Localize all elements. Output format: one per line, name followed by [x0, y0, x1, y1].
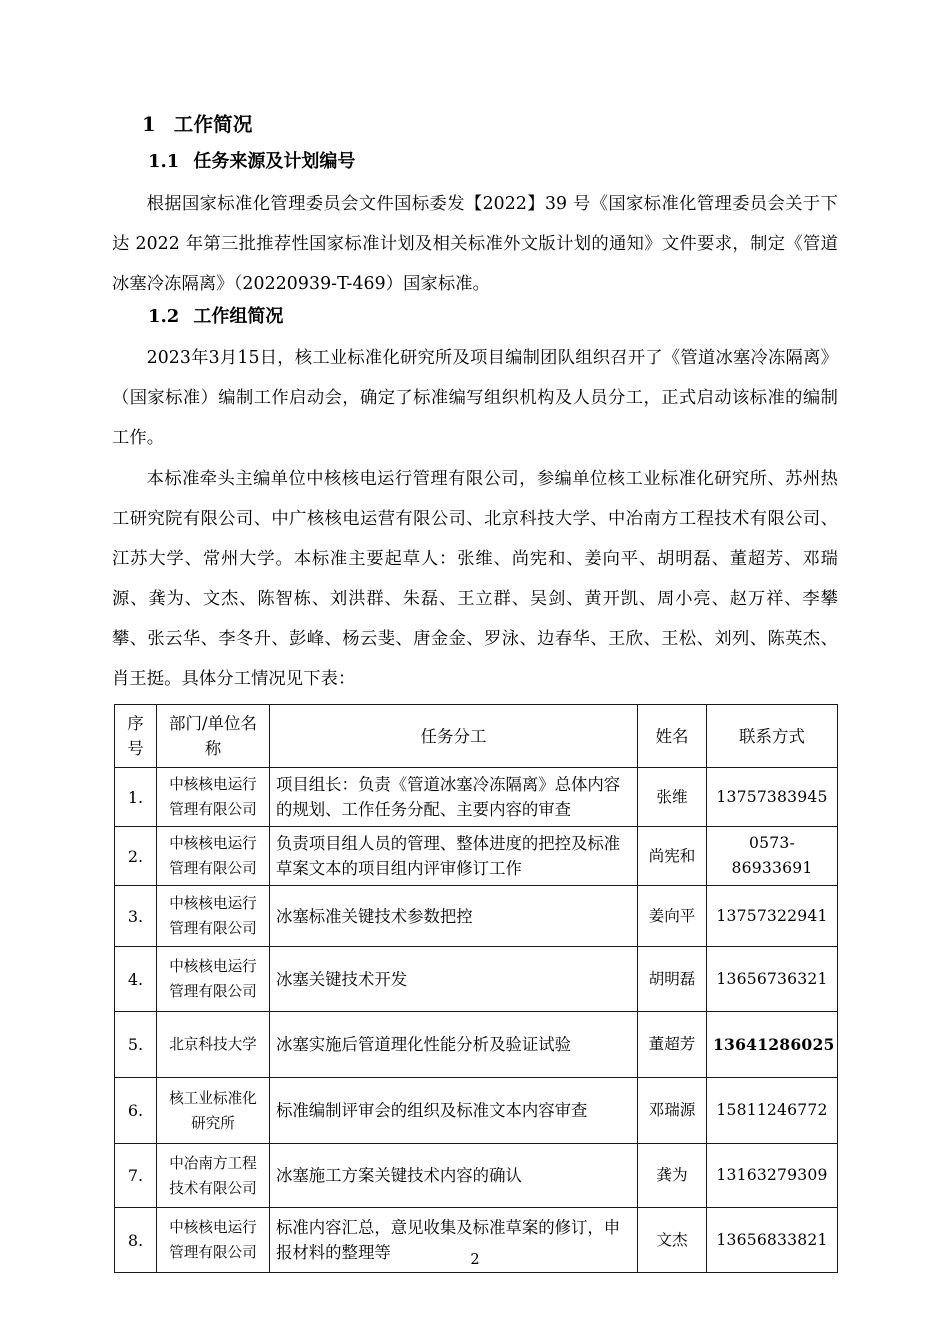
cell-name: 胡明磊	[638, 947, 707, 1012]
section-heading-1	[142, 112, 838, 137]
cell-phone: 15811246772	[707, 1078, 838, 1144]
cell-seq: 1.	[115, 768, 157, 827]
table-row	[115, 827, 838, 886]
subsection-title: 任务来源及计划编号	[193, 151, 356, 173]
page-number: 2	[470, 1252, 480, 1268]
cell-task: 项目组长：负责《管道冰塞冷冻隔离》总体内容的规划、工作任务分配、主要内容的审查	[270, 768, 638, 827]
cell-phone: 13641286025	[707, 1012, 838, 1078]
cell-name: 龚为	[638, 1144, 707, 1208]
cell-unit: 北京科技大学	[157, 1012, 270, 1078]
cell-phone: 13163279309	[707, 1144, 838, 1208]
table-row	[115, 886, 838, 947]
column-header-phone: 联系方式	[707, 705, 838, 768]
cell-phone: 13656833821	[707, 1208, 838, 1273]
section-heading-1-1	[148, 150, 838, 173]
cell-seq: 4.	[115, 947, 157, 1012]
work-group-table-wrapper	[114, 704, 838, 1273]
table-row	[115, 1012, 838, 1078]
cell-unit: 中核核电运行管理有限公司	[157, 768, 270, 827]
cell-seq: 6.	[115, 1078, 157, 1144]
paragraph-kickoff-meeting: 2023年3月15日，核工业标准化研究所及项目编制团队组织召开了《管道冰塞冷冻隔离》（国家标准）编制工作启动会，确定了标准编写组织机构及人员分工，正式启动该标准的编制工作。	[112, 348, 838, 449]
cell-task: 冰塞施工方案关键技术内容的确认	[270, 1144, 638, 1208]
cell-seq: 5.	[115, 1012, 157, 1078]
cell-unit: 中冶南方工程技术有限公司	[157, 1144, 270, 1208]
section-title: 工作简况	[173, 113, 253, 136]
table-row	[115, 947, 838, 1012]
column-header-task: 任务分工	[270, 705, 638, 768]
section-number: 1	[142, 113, 156, 136]
cell-phone: 0573-86933691	[707, 827, 838, 886]
cell-phone: 13757383945	[707, 768, 838, 827]
cell-phone: 13757322941	[707, 886, 838, 947]
table-row	[115, 768, 838, 827]
cell-unit: 中核核电运行管理有限公司	[157, 947, 270, 1012]
subsection-title: 工作组简况	[193, 305, 284, 327]
cell-seq: 2.	[115, 827, 157, 886]
cell-task: 冰塞关键技术开发	[270, 947, 638, 1012]
cell-task: 负责项目组人员的管理、整体进度的把控及标准草案文本的项目组内评审修订工作	[270, 827, 638, 886]
cell-unit: 核工业标准化研究所	[157, 1078, 270, 1144]
table-row	[115, 1078, 838, 1144]
cell-name: 董超芳	[638, 1012, 707, 1078]
cell-phone: 13656736321	[707, 947, 838, 1012]
cell-name: 姜向平	[638, 886, 707, 947]
cell-seq: 7.	[115, 1144, 157, 1208]
cell-unit: 中核核电运行管理有限公司	[157, 827, 270, 886]
cell-task: 标准内容汇总，意见收集及标准草案的修订，申报材料的整理等	[270, 1208, 638, 1273]
cell-name: 尚宪和	[638, 827, 707, 886]
column-header-unit: 部门/单位名称	[157, 705, 270, 768]
cell-task: 冰塞实施后管道理化性能分析及验证试验	[270, 1012, 638, 1078]
column-header-name: 姓名	[638, 705, 707, 768]
cell-task: 标准编制评审会的组织及标准文本内容审查	[270, 1078, 638, 1144]
cell-name: 邓瑞源	[638, 1078, 707, 1144]
subsection-number: 1.2	[148, 305, 180, 327]
subsection-number: 1.1	[148, 151, 180, 173]
cell-unit: 中核核电运行管理有限公司	[157, 886, 270, 947]
cell-name: 文杰	[638, 1208, 707, 1273]
section-heading-1-2	[148, 305, 838, 328]
paragraph-task-source: 根据国家标准化管理委员会文件国标委发【2022】39 号《国家标准化管理委员会关于下达 2022 年第三批推荐性国家标准计划及相关标准外文版计划的通知》文件要求，制定《管道冰塞冷冻隔离》（20220939-T-469）国家标准。	[112, 193, 838, 294]
table-row	[115, 1144, 838, 1208]
page-footer	[0, 1252, 950, 1268]
cell-task: 冰塞标准关键技术参数把控	[270, 886, 638, 947]
cell-name: 张维	[638, 768, 707, 827]
cell-unit: 中核核电运行管理有限公司	[157, 1208, 270, 1273]
paragraph-participating-units: 本标准牵头主编单位中核核电运行管理有限公司，参编单位核工业标准化研究所、苏州热工研究院有限公司、中广核核电运营有限公司、北京科技大学、中冶南方工程技术有限公司、江苏大学、常州大学。本标准主要起草人：张维、尚宪和、姜向平、胡明磊、董超芳、邓瑞源、龚为、文杰、陈智栋、刘洪群、朱磊、王立群、吴剑、黄开凯、周小亮、赵万祥、李攀攀、张云华、李冬升、彭峰、杨云斐、唐金金、罗泳、边春华、王欣、王松、刘列、陈英杰、肖王挺。具体分工情况见下表：	[112, 469, 838, 690]
column-header-seq: 序号	[115, 705, 157, 768]
cell-seq: 3.	[115, 886, 157, 947]
table-header-row	[115, 705, 838, 768]
work-group-table	[114, 704, 838, 1273]
cell-seq: 8.	[115, 1208, 157, 1273]
